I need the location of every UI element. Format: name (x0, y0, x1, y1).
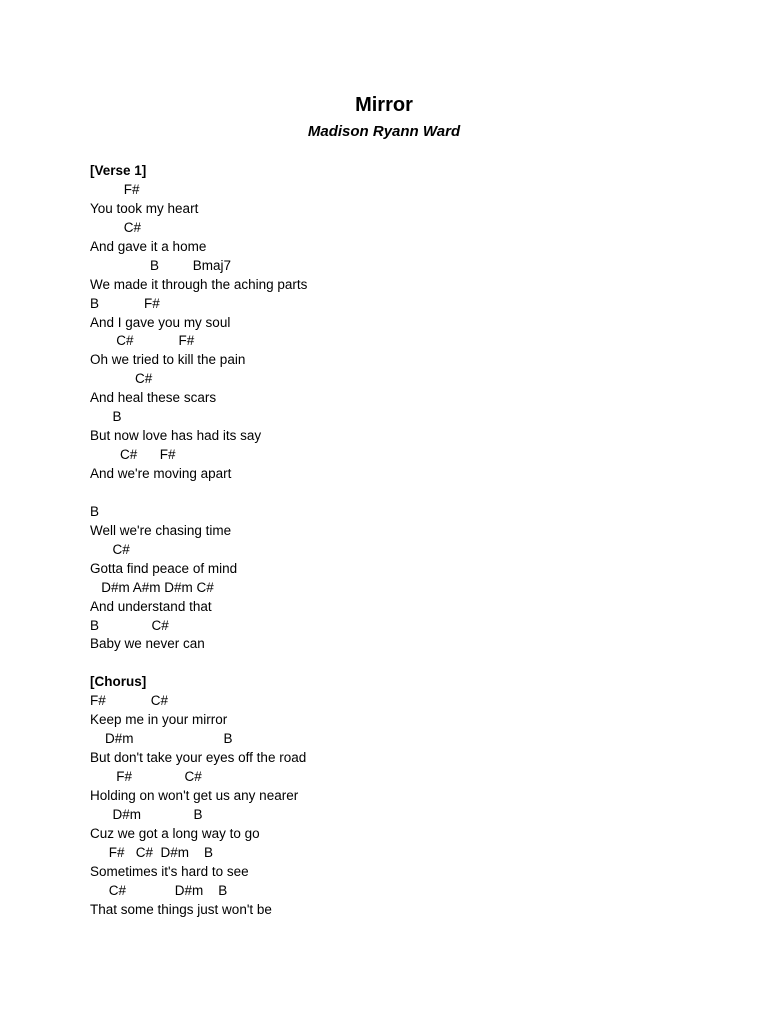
lyric-line: And understand that (90, 598, 212, 614)
section-heading: [Verse 1] (90, 163, 147, 178)
chord-line: C# (90, 371, 153, 387)
chord-line: D#m A#m D#m C# (90, 579, 214, 595)
lyric-line: And heal these scars (90, 390, 217, 406)
chord-line: F# C# D#m B (90, 844, 214, 860)
lyric-line: Cuz we got a long way to go (90, 825, 260, 841)
lyric-line: But don't take your eyes off the road (90, 750, 307, 766)
chord-line: F# C# (90, 693, 169, 709)
lyric-line: Keep me in your mirror (90, 712, 228, 728)
lyric-line: Gotta find peace of mind (90, 560, 238, 576)
lyric-line: Oh we tried to kill the pain (90, 352, 246, 368)
lyric-line: Sometimes it's hard to see (90, 863, 249, 879)
lyric-line: And we're moving apart (90, 466, 232, 481)
blank-line (90, 484, 730, 503)
chord-line: D#m B (90, 731, 233, 747)
chord-line: C# (90, 219, 142, 235)
chord-line: B (90, 503, 100, 519)
song-title: Mirror (355, 94, 413, 116)
chord-line: B (90, 409, 122, 425)
lyric-line: Well we're chasing time (90, 522, 232, 538)
chord-sheet (90, 162, 730, 920)
chord-line: B F# (90, 295, 160, 311)
chord-line: D#m B (90, 806, 203, 822)
lyric-line: And I gave you my soul (90, 314, 231, 330)
chord-line: C# F# (90, 333, 195, 349)
section-heading: [Chorus] (90, 674, 147, 690)
lyric-line: Baby we never can (90, 636, 205, 652)
lyric-line: We made it through the aching parts (90, 276, 308, 292)
lyric-line: Holding on won't get us any nearer (90, 787, 299, 803)
chord-line: C# D#m B (90, 882, 228, 898)
chord-line: F# (90, 181, 140, 197)
chord-line: C# (90, 541, 130, 557)
blank-line (90, 654, 730, 673)
song-artist: Madison Ryann Ward (307, 123, 461, 140)
chord-line: B Bmaj7 (90, 257, 232, 273)
chord-line: C# F# (90, 447, 176, 463)
lyric-line: You took my heart (90, 200, 199, 216)
lyric-line: And gave it a home (90, 238, 207, 254)
lyric-line: But now love has had its say (90, 428, 262, 444)
chord-line: B C# (90, 617, 169, 633)
lyric-line: That some things just won't be (90, 901, 272, 917)
chord-line: F# C# (90, 769, 202, 784)
